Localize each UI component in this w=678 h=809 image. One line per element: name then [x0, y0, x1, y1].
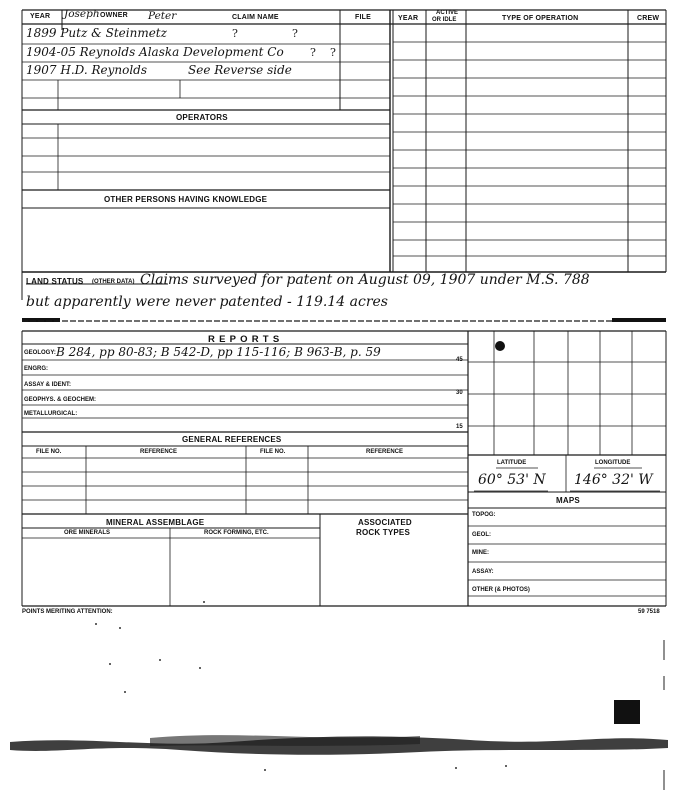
metallurgical-label: METALLURGICAL: — [24, 411, 78, 417]
land-status-note-1: Claims surveyed for patent on August 09, 1907 under M.S. 788 — [140, 272, 590, 288]
claim-question-mark: ? — [310, 46, 316, 59]
land-status-label: LAND STATUS — [26, 277, 84, 286]
owner-entry-1899: 1899 Putz & Steinmetz — [26, 26, 167, 40]
col-crew-label: CREW — [637, 15, 660, 22]
engrg-label: ENGRG: — [24, 366, 48, 372]
col-active-label: ACTIVE — [436, 10, 459, 16]
maps-assay-label: ASSAY: — [472, 569, 494, 575]
latitude-value: 60° 53' N — [478, 472, 546, 488]
owner-first-name-2: Peter — [148, 10, 177, 22]
operators-heading: OPERATORS — [176, 113, 228, 122]
col-file-label: FILE — [355, 14, 371, 21]
col-year-label: YEAR — [30, 13, 51, 20]
claim-question-mark: ? — [232, 27, 238, 40]
reports-heading: R E P O R T S — [208, 334, 280, 345]
maps-other-label: OTHER (& PHOTOS) — [472, 587, 530, 593]
col-year2-label: YEAR — [398, 15, 419, 22]
scale-mark-30: 30 — [456, 390, 463, 396]
assay-ident-label: ASSAY & IDENT: — [24, 382, 72, 388]
owner-entry-1904: 1904-05 Reynolds Alaska Development Co — [26, 45, 284, 59]
associated-label: ASSOCIATED — [358, 518, 412, 527]
col-owner-label: OWNER — [100, 12, 128, 19]
land-status-note-2: but apparently were never patented - 119.14 acres — [26, 294, 388, 310]
rock-types-label: ROCK TYPES — [356, 528, 411, 537]
col-file-no-label: FILE NO. — [36, 449, 62, 455]
col-reference-2-label: REFERENCE — [366, 449, 404, 455]
form-number: 59 7518 — [638, 609, 660, 615]
geology-value: B 284, pp 80-83; B 542-D, pp 115-116; B 963-B, p. 59 — [56, 345, 381, 359]
maps-mine-label: MINE: — [472, 550, 489, 556]
points-meriting-attention-label: POINTS MERITING ATTENTION: — [22, 609, 113, 615]
col-idle-label: OR IDLE — [432, 17, 457, 23]
maps-geol-label: GEOL: — [472, 532, 491, 538]
col-type-of-operation-label: TYPE OF OPERATION — [502, 15, 579, 22]
general-references-heading: GENERAL REFERENCES — [182, 435, 282, 444]
maps-topog-label: TOPOG: — [472, 512, 496, 518]
latitude-label: LATITUDE — [497, 460, 527, 466]
maps-heading: MAPS — [556, 496, 580, 505]
longitude-label: LONGITUDE — [595, 460, 631, 466]
geology-label: GEOLOGY: — [24, 350, 56, 356]
owner-entry-1907: 1907 H.D. Reynolds — [26, 63, 148, 77]
scale-mark-45: 45 — [456, 357, 463, 363]
ore-minerals-label: ORE MINERALS — [64, 530, 111, 536]
claim-question-mark: ? — [292, 27, 298, 40]
col-file-no-2-label: FILE NO. — [260, 449, 286, 455]
scale-mark-15: 15 — [456, 424, 463, 430]
other-persons-heading: OTHER PERSONS HAVING KNOWLEDGE — [104, 195, 268, 204]
claim-question-mark: ? — [330, 46, 336, 59]
longitude-value: 146° 32' W — [574, 472, 653, 488]
col-reference-label: REFERENCE — [140, 449, 178, 455]
col-claim-name-label: CLAIM NAME — [232, 14, 279, 21]
mineral-assemblage-heading: MINERAL ASSEMBLAGE — [106, 518, 205, 527]
geophys-label: GEOPHYS. & GEOCHEM: — [24, 397, 97, 403]
rock-forming-label: ROCK FORMING, ETC. — [204, 530, 269, 536]
land-status-sublabel: (OTHER DATA) — [92, 279, 135, 285]
owner-first-name-1: Joseph — [64, 8, 100, 20]
owner-entry-see-reverse: See Reverse side — [188, 63, 292, 77]
